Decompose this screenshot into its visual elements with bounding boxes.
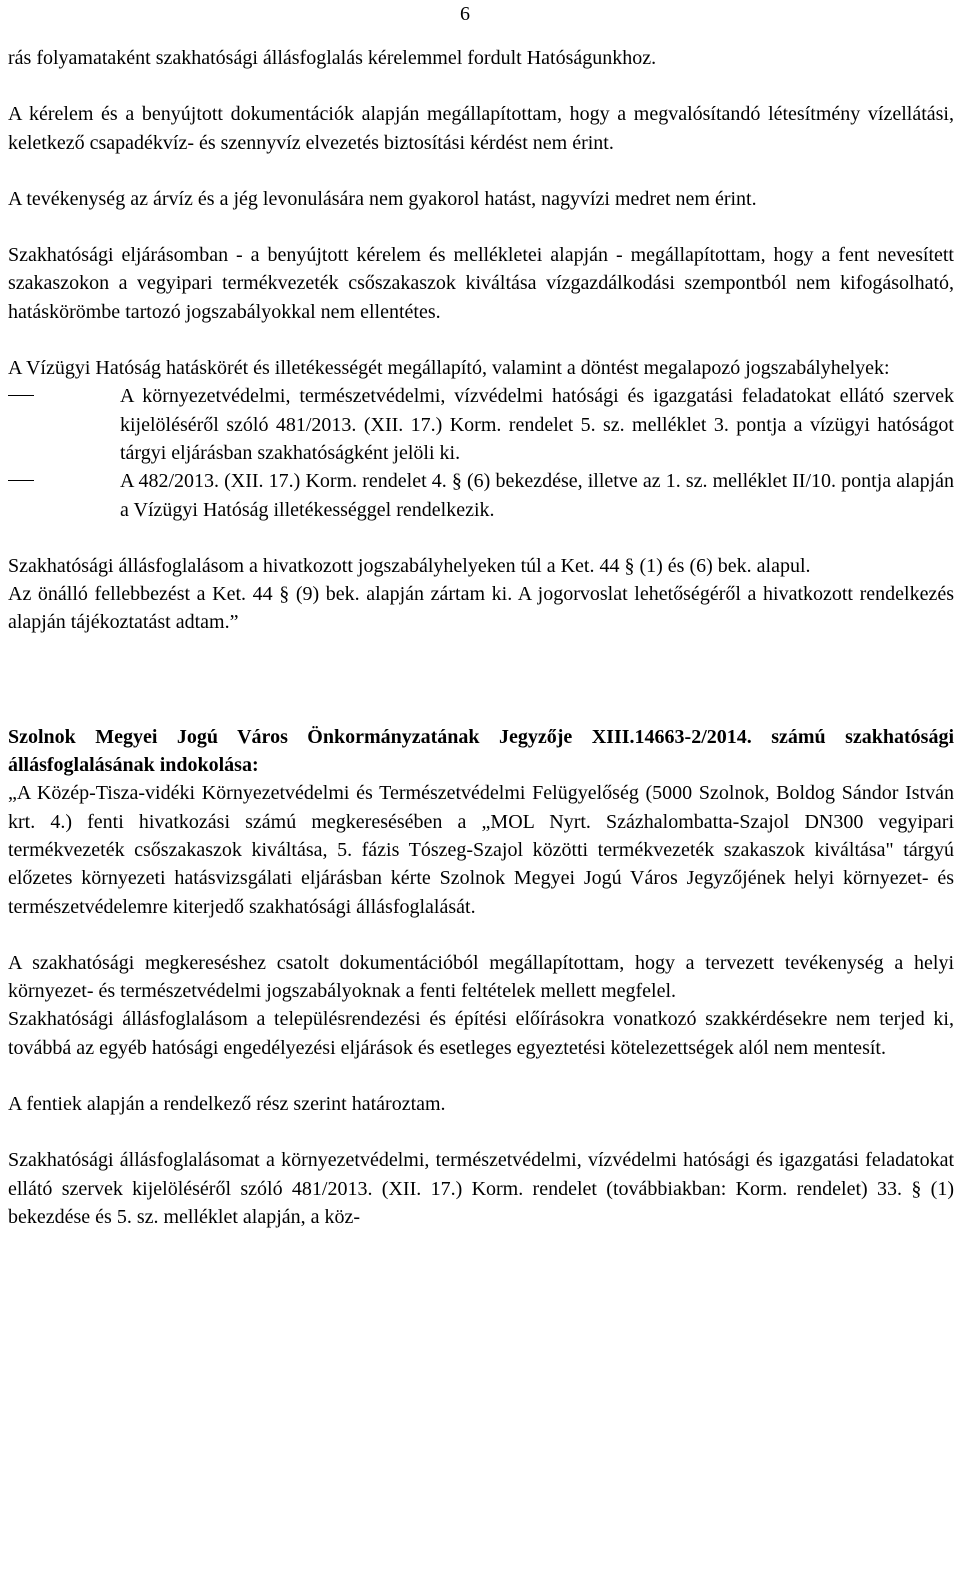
dash-bullet-icon — [8, 480, 34, 481]
list-item-text: A 482/2013. (XII. 17.) Korm. rendelet 4. § (6) bekezdése, illetve az 1. sz. melléklet II/10. pontja alapján a Vízügyi Hatóság illetékességgel rendelkezik. — [120, 470, 954, 521]
paragraph-decision: A fentiek alapján a rendelkező rész szerint határoztam. — [8, 1093, 446, 1116]
section-heading: Szolnok Megyei Jogú Város Önkormányzatának Jegyzője XIII.14663-2/2014. számú szakhatósági állásfoglalásának indokolása: — [8, 725, 954, 777]
legal-basis-list — [8, 382, 954, 523]
paragraph-procedure-findings: Szakhatósági eljárásomban - a benyújtott kérelem és mellékletei alapján - megállapítottam, hogy a fent nevesített szakaszokon a vegyipari termékvezeték csőszakaszok kiváltása vízgazdálkodási szempontból nem kifogásolható, hatáskörömbe tartozó jogszabályokkal nem ellentétes. — [8, 244, 954, 323]
paragraph-legal-reference: Szakhatósági állásfoglalásomat a környezetvédelmi, természetvédelmi, vízvédelmi hatósági és igazgatási feladatokat ellátó szervek kijelöléséről szóló 481/2013. (XII. 17.) Korm. rendelet (továbbiakban: Korm. rendelet) 33. § (1) bekezdése és 5. sz. melléklet alapján, a köz- — [8, 1149, 954, 1228]
list-item-text: A környezetvédelmi, természetvédelmi, vízvédelmi hatósági és igazgatási feladatokat ellátó szervek kijelöléséről szóló 481/2013. (XII. 17.) Korm. rendelet 5. sz. melléklet 3. pontja a vízügyi hatóságot tárgyi eljárásban szakhatóságként jelöli ki. — [120, 385, 954, 464]
section-spacer — [8, 637, 954, 723]
paragraph-flood-impact: A tevékenység az árvíz és a jég levonulására nem gyakorol hatást, nagyvízi medret nem érint. — [8, 187, 757, 210]
paragraph-water-supply: A kérelem és a benyújtott dokumentációk alapján megállapítottam, hogy a megvalósítandó létesítmény vízellátási, keletkező csapadékvíz- és szennyvíz elvezetés biztosítási kérdést nem érint. — [8, 103, 954, 154]
paragraph-intro-continuation: rás folyamataként szakhatósági állásfoglalás kérelemmel fordult Hatóságunkhoz. — [8, 47, 657, 69]
page-number: 6 — [460, 3, 470, 25]
dash-bullet-icon — [8, 395, 34, 396]
document-body — [8, 0, 954, 1231]
list-item — [8, 467, 954, 524]
paragraph-ket-basis: Szakhatósági állásfoglalásom a hivatkozott jogszabályhelyeken túl a Ket. 44 § (1) és (6) bek. alapul. — [8, 554, 811, 577]
paragraph-scope: Szakhatósági állásfoglalásom a településrendezési és építési előírásokra vonatkozó szakkérdésekre nem terjed ki, továbbá az egyéb hatósági engedélyezési eljárások és esetleges egyeztetési kötelezettségek alól nem mentesít. — [8, 1008, 954, 1059]
paragraph-appeal: Az önálló fellebbezést a Ket. 44 § (9) bek. alapján zártam ki. A jogorvoslat lehetőségéről a hivatkozott rendelkezés alapján tájékoztatást adtam.” — [8, 583, 954, 634]
paragraph-documentation-findings: A szakhatósági megkereséshez csatolt dokumentációból megállapítottam, hogy a tervezett tevékenység a helyi környezet- és természetvédelmi jogszabályoknak a fenti feltételek mellett megfelel. — [8, 951, 954, 1003]
paragraph-legal-basis-intro: A Vízügyi Hatóság hatáskörét és illetékességét megállapító, valamint a döntést megalapozó jogszabályhelyek: — [8, 357, 890, 380]
paragraph-request: „A Közép-Tisza-vidéki Környezetvédelmi és Természetvédelmi Felügyelőség (5000 Szolnok, Boldog Sándor István krt. 4.) fenti hivatkozási számú megkeresésében a „MOL Nyrt. Százhalombatta-Szajol DN300 vegyipari termékvezeték csőszakaszok kiváltása, 5. fázis Tószeg-Szajol közötti termékvezeték szakaszok kiváltása" tárgyú előzetes környezeti hatásvizsgálati eljárásban kérte Szolnok Megyei Jogú Város Jegyzőjének helyi környezet- és természetvédelemre kiterjedő szakhatósági állásfoglalását. — [8, 782, 954, 918]
list-item — [8, 382, 954, 467]
